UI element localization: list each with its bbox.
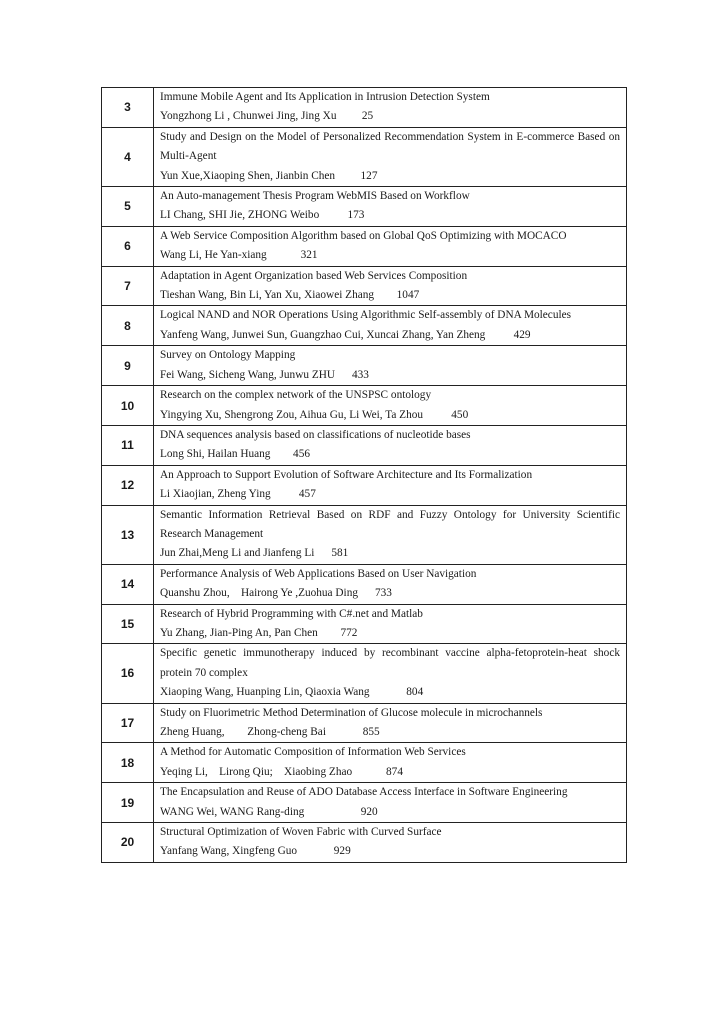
paper-meta — [160, 544, 620, 563]
page-number: 804 — [406, 686, 424, 699]
paper-meta — [160, 206, 620, 225]
paper-authors: Long Shi, Hailan Huang — [160, 448, 271, 461]
paper-meta — [160, 723, 620, 742]
entry-cell — [154, 386, 627, 426]
page-number: 874 — [386, 765, 403, 778]
page-number: 173 — [347, 209, 365, 222]
paper-title: Study on Fluorimetric Method Determination of Glucose molecule in microchannels — [160, 706, 543, 719]
entry-number: 11 — [102, 425, 154, 465]
entry-cell — [154, 187, 627, 227]
entry-number: 10 — [102, 386, 154, 426]
table-row — [102, 743, 627, 783]
table-row — [102, 386, 627, 426]
paper-title: Logical NAND and NOR Operations Using Algorithmic Self-assembly of DNA Molecules — [160, 309, 572, 322]
meta-gap — [370, 686, 407, 698]
paper-title: Survey on Ontology Mapping — [160, 349, 296, 362]
paper-title: Adaptation in Agent Organization based Web Services Composition — [160, 269, 468, 282]
entry-number: 8 — [102, 306, 154, 346]
paper-authors: Quanshu Zhou, Hairong Ye ,Zuohua Ding — [160, 587, 358, 600]
entry-cell — [154, 564, 627, 604]
entry-number: 3 — [102, 88, 154, 128]
page-number: 581 — [331, 547, 349, 560]
paper-meta — [160, 406, 620, 425]
page-number: 429 — [513, 328, 531, 341]
paper-title: The Encapsulation and Reuse of ADO Database Access Interface in Software Engineering — [160, 786, 568, 799]
table-row — [102, 465, 627, 505]
table-row — [102, 783, 627, 823]
table-row — [102, 226, 627, 266]
entry-number: 20 — [102, 823, 154, 863]
entry-cell — [154, 306, 627, 346]
table-row — [102, 703, 627, 743]
paper-meta — [160, 683, 620, 702]
entry-cell — [154, 604, 627, 644]
paper-title: Research of Hybrid Programming with C#.net and Matlab — [160, 607, 423, 620]
meta-gap — [335, 170, 360, 182]
entry-number: 6 — [102, 226, 154, 266]
meta-gap — [304, 806, 360, 818]
paper-authors: Yingying Xu, Shengrong Zou, Aihua Gu, Li Wei, Ta Zhou — [160, 408, 424, 421]
table-row — [102, 346, 627, 386]
paper-meta — [160, 286, 620, 305]
entry-cell — [154, 346, 627, 386]
table-row — [102, 425, 627, 465]
meta-gap — [270, 448, 293, 460]
paper-title: Performance Analysis of Web Applications Based on User Navigation — [160, 567, 477, 580]
paper-meta — [160, 842, 620, 861]
paper-title: Immune Mobile Agent and Its Application in Intrusion Detection System — [160, 91, 490, 103]
meta-gap — [336, 110, 361, 122]
meta-gap — [326, 726, 363, 738]
entry-cell — [154, 127, 627, 186]
paper-list-table — [101, 87, 627, 863]
table-row — [102, 644, 627, 703]
paper-meta — [160, 167, 620, 186]
paper-authors: Yanfang Wang, Xingfeng Guo — [160, 845, 298, 858]
paper-authors: Yun Xue,Xiaoping Shen, Jianbin Chen — [160, 169, 336, 182]
paper-authors: Fei Wang, Sicheng Wang, Junwu ZHU — [160, 368, 336, 381]
table-row — [102, 266, 627, 306]
paper-authors: Tieshan Wang, Bin Li, Yan Xu, Xiaowei Zhang — [160, 289, 375, 302]
page-number: 772 — [340, 626, 358, 639]
paper-meta — [160, 485, 620, 504]
table-row — [102, 187, 627, 227]
entry-number: 14 — [102, 564, 154, 604]
paper-title: Specific genetic immunotherapy induced by recombinant vaccine alpha-fetoprotein-heat shock protein 70 complex — [160, 647, 620, 679]
paper-title: DNA sequences analysis based on classifications of nucleotide bases — [160, 428, 471, 441]
paper-authors: Yongzhong Li , Chunwei Jing, Jing Xu — [160, 110, 337, 123]
paper-meta — [160, 803, 620, 822]
entry-cell — [154, 266, 627, 306]
table-row — [102, 564, 627, 604]
entry-number: 9 — [102, 346, 154, 386]
entry-number: 12 — [102, 465, 154, 505]
paper-meta — [160, 584, 620, 603]
paper-meta — [160, 366, 620, 385]
table-row — [102, 604, 627, 644]
paper-title: Semantic Information Retrieval Based on RDF and Fuzzy Ontology for University Scientific Research Management — [160, 508, 620, 540]
entry-number: 13 — [102, 505, 154, 564]
table-body — [102, 88, 627, 863]
paper-title: A Method for Automatic Composition of Information Web Services — [160, 746, 466, 759]
entry-cell — [154, 783, 627, 823]
table-row — [102, 88, 627, 128]
paper-meta — [160, 624, 620, 643]
table-row — [102, 505, 627, 564]
meta-gap — [271, 488, 299, 500]
entry-cell — [154, 88, 627, 128]
table-row — [102, 127, 627, 186]
paper-meta — [160, 326, 620, 345]
entry-number: 4 — [102, 127, 154, 186]
paper-authors: Xiaoping Wang, Huanping Lin, Qiaoxia Wang — [160, 686, 370, 699]
meta-gap — [423, 409, 451, 421]
table-row — [102, 823, 627, 863]
meta-gap — [358, 587, 375, 599]
page-number: 433 — [352, 368, 369, 381]
page-number: 1047 — [396, 289, 420, 302]
meta-gap — [374, 289, 397, 301]
paper-meta — [160, 107, 620, 126]
entry-cell — [154, 465, 627, 505]
paper-title: Structural Optimization of Woven Fabric with Curved Surface — [160, 826, 442, 839]
page-number: 127 — [360, 169, 378, 182]
paper-authors: LI Chang, SHI Jie, ZHONG Weibo — [160, 209, 320, 222]
paper-authors: Yanfeng Wang, Junwei Sun, Guangzhao Cui, Xuncai Zhang, Yan Zheng — [160, 328, 486, 341]
paper-authors: Li Xiaojian, Zheng Ying — [160, 488, 271, 501]
paper-authors: Yu Zhang, Jian-Ping An, Pan Chen — [160, 626, 318, 639]
paper-title: Study and Design on the Model of Personalized Recommendation System in E-commerce Based on Multi-Agent — [160, 130, 620, 163]
paper-meta — [160, 445, 620, 464]
paper-authors: Jun Zhai,Meng Li and Jianfeng Li — [160, 547, 315, 560]
meta-gap — [485, 329, 513, 341]
page-number: 855 — [362, 726, 380, 738]
page-number: 929 — [333, 845, 351, 858]
meta-gap — [318, 627, 341, 639]
entry-number: 16 — [102, 644, 154, 703]
page-number: 450 — [451, 408, 469, 421]
entry-number: 5 — [102, 187, 154, 227]
entry-cell — [154, 743, 627, 783]
paper-authors: Wang Li, He Yan-xiang — [160, 249, 267, 262]
entry-number: 19 — [102, 783, 154, 823]
table-row — [102, 306, 627, 346]
page-number: 733 — [374, 587, 392, 600]
page-number: 25 — [361, 110, 374, 123]
entry-cell — [154, 425, 627, 465]
paper-meta — [160, 246, 620, 265]
page-number: 920 — [360, 805, 378, 818]
meta-gap — [335, 369, 352, 381]
meta-gap — [267, 249, 301, 261]
entry-cell — [154, 505, 627, 564]
meta-gap — [319, 209, 347, 221]
entry-number: 15 — [102, 604, 154, 644]
meta-gap — [314, 547, 331, 559]
paper-title: An Auto-management Thesis Program WebMIS Based on Workflow — [160, 190, 470, 203]
entry-number: 17 — [102, 703, 154, 743]
paper-meta — [160, 763, 620, 782]
meta-gap — [297, 845, 334, 857]
paper-authors: Zheng Huang, Zhong-cheng Bai — [160, 726, 326, 738]
paper-authors: Yeqing Li, Lirong Qiu; Xiaobing Zhao — [160, 765, 353, 778]
paper-authors: WANG Wei, WANG Rang-ding — [160, 805, 305, 818]
paper-title: An Approach to Support Evolution of Software Architecture and Its Formalization — [160, 468, 533, 481]
page-number: 457 — [298, 488, 316, 501]
entry-cell — [154, 226, 627, 266]
entry-number: 7 — [102, 266, 154, 306]
entry-cell — [154, 703, 627, 743]
meta-gap — [352, 766, 386, 778]
page-number: 456 — [293, 448, 310, 461]
page-number: 321 — [300, 249, 318, 262]
paper-title: A Web Service Composition Algorithm based on Global QoS Optimizing with MOCACO — [160, 229, 567, 242]
entry-cell — [154, 823, 627, 863]
entry-cell — [154, 644, 627, 703]
paper-title: Research on the complex network of the UNSPSC ontology — [160, 389, 432, 402]
entry-number: 18 — [102, 743, 154, 783]
